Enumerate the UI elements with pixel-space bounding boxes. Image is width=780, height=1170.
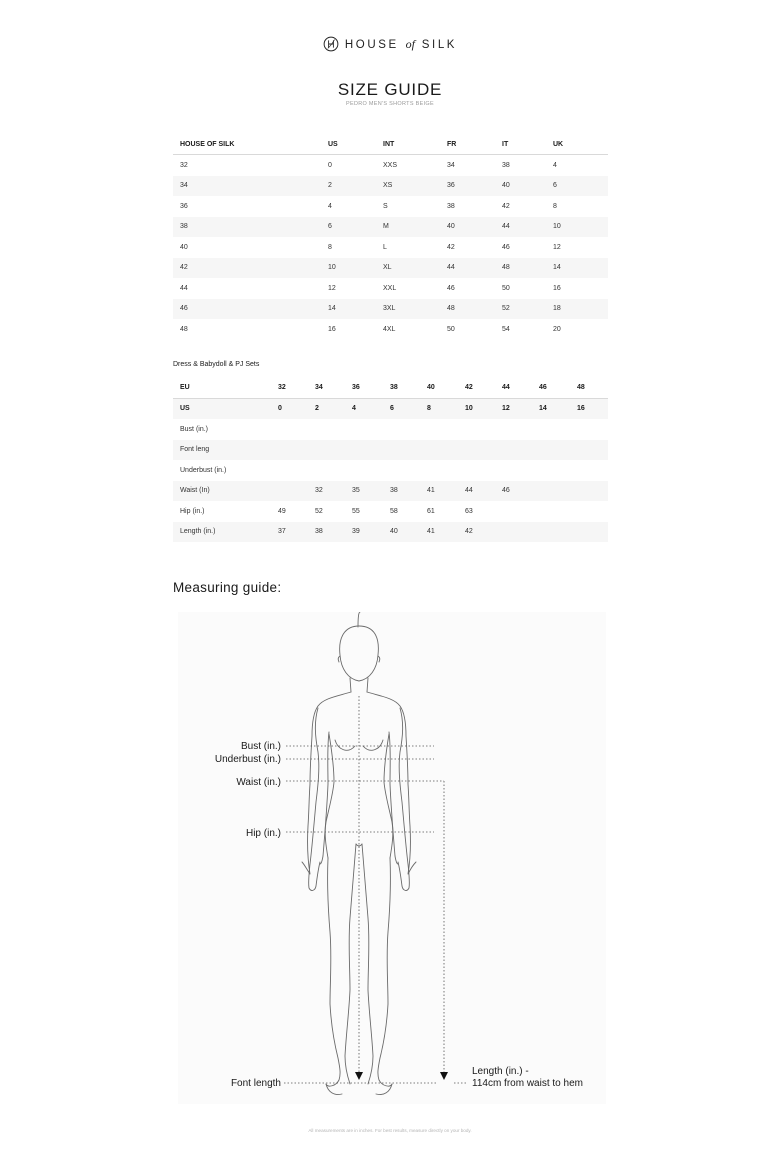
table-cell: 50 — [502, 284, 510, 292]
table-cell: 40 — [427, 377, 465, 398]
table-cell — [390, 460, 427, 481]
table-header-row — [173, 134, 608, 155]
table-cell: 8 — [328, 243, 332, 251]
table-cell: EU — [173, 377, 278, 398]
table-cell: 48 — [502, 258, 553, 279]
table-cell: 38 — [502, 161, 510, 169]
table-cell: 2 — [315, 398, 352, 419]
table-cell: 46 — [173, 299, 328, 320]
table-cell: 37 — [278, 522, 315, 543]
table-cell: 4XL — [383, 325, 396, 333]
table-cell: 3XL — [383, 299, 447, 320]
table-cell — [278, 460, 315, 481]
table-row — [173, 217, 608, 238]
table-cell — [278, 419, 315, 440]
length-label-line2: 114cm from waist to hem — [472, 1078, 583, 1089]
product-subtitle: PEDRO MEN'S SHORTS BEIGE — [346, 101, 434, 107]
table-cell — [502, 460, 539, 481]
table-cell: 34 — [315, 377, 352, 398]
page-title: SIZE GUIDE — [337, 80, 443, 99]
table-cell: 36 — [180, 202, 188, 210]
table-cell — [539, 419, 577, 440]
table-cell — [465, 440, 502, 461]
table-cell: 12 — [502, 398, 539, 419]
table-cell — [502, 419, 539, 440]
table-cell: 4 — [352, 398, 390, 419]
table-cell: 12 — [328, 284, 336, 292]
table-cell: 40 — [180, 243, 188, 251]
table-cell: 0 — [328, 161, 332, 169]
table-cell — [427, 419, 465, 440]
brand-name: HOUSE of SILK — [344, 36, 458, 51]
table-cell — [427, 440, 465, 461]
table-cell — [539, 501, 577, 522]
table-cell: 58 — [390, 507, 398, 515]
table-row — [173, 299, 608, 320]
table-cell: 40 — [390, 522, 427, 543]
table-cell: 14 — [328, 299, 383, 320]
table-cell: 14 — [539, 398, 577, 419]
table-row — [173, 196, 608, 217]
table-cell: 41 — [427, 522, 465, 543]
table-cell: 2 — [328, 176, 383, 197]
table-cell: 0 — [278, 398, 315, 419]
hip-label: Hip (in.) — [245, 828, 281, 839]
table-cell: 32 — [278, 377, 315, 398]
column-header: HOUSE OF SILK — [173, 134, 328, 155]
table-cell — [315, 460, 352, 481]
table-row-hip — [173, 501, 608, 522]
underbust-label: Underbust (in.) — [214, 754, 281, 765]
table-cell: 38 — [173, 217, 328, 238]
table-cell: 40 — [447, 217, 502, 238]
table-cell: 8 — [427, 398, 465, 419]
bust-label: Bust (in.) — [240, 741, 281, 752]
table-row — [173, 155, 608, 176]
table-cell: 44 — [447, 258, 502, 279]
table-row — [173, 278, 608, 299]
table-cell: 38 — [315, 522, 352, 543]
table-cell — [539, 440, 577, 461]
table-cell: Length (in.) — [173, 522, 278, 543]
table-cell: 36 — [352, 377, 390, 398]
table-cell: Waist (In) — [173, 481, 278, 502]
table-cell — [315, 440, 352, 461]
table-cell: 4 — [328, 202, 332, 210]
table-cell: Underbust (in.) — [180, 466, 227, 474]
table-cell — [539, 460, 577, 481]
table-cell — [278, 481, 315, 502]
table-cell — [539, 522, 577, 543]
table-cell: 44 — [465, 481, 502, 502]
table-cell: 18 — [553, 299, 608, 320]
table-cell: 54 — [502, 325, 510, 333]
length-label-line1: Length (in.) - — [472, 1066, 529, 1077]
table-cell: M — [383, 217, 447, 238]
table-row-eu — [173, 377, 608, 398]
table-cell: S — [383, 202, 388, 210]
table-cell — [315, 419, 352, 440]
dress-section-label: Dress & Babydoll & PJ Sets — [173, 361, 260, 368]
table-cell: 10 — [553, 217, 608, 238]
dress-measurement-table — [173, 377, 608, 542]
table-cell: 48 — [180, 325, 188, 333]
table-cell: 16 — [553, 284, 561, 292]
table-cell — [465, 419, 502, 440]
table-cell: 36 — [447, 176, 502, 197]
table-cell: 35 — [352, 481, 390, 502]
table-cell: 48 — [577, 377, 608, 398]
total-length-arrow-icon — [440, 1072, 448, 1080]
table-cell: 10 — [328, 258, 383, 279]
table-cell: XS — [383, 176, 447, 197]
table-cell — [502, 501, 539, 522]
size-conversion-table — [173, 134, 608, 340]
table-cell: 42 — [173, 258, 328, 279]
table-row-bust — [173, 419, 608, 440]
table-cell: 6 — [328, 217, 383, 238]
table-cell — [352, 419, 390, 440]
table-cell: Hip (in.) — [180, 507, 205, 515]
footnote: All measurements are in inches. For best results, measure directly on your body. — [308, 1128, 472, 1133]
table-cell — [352, 460, 390, 481]
table-cell: 40 — [502, 176, 553, 197]
table-cell: XXS — [383, 161, 398, 169]
table-cell: 52 — [315, 507, 323, 515]
table-cell: 16 — [328, 325, 336, 333]
measuring-guide-title: Measuring guide: — [173, 580, 282, 595]
table-cell — [390, 440, 427, 461]
table-cell — [465, 460, 502, 481]
table-cell — [577, 481, 608, 502]
table-cell — [390, 419, 427, 440]
table-row-underbust — [173, 460, 608, 481]
table-cell: 4 — [553, 161, 557, 169]
table-cell: 8 — [553, 202, 557, 210]
table-cell — [352, 440, 390, 461]
table-cell: 48 — [447, 299, 502, 320]
table-cell: 46 — [502, 481, 539, 502]
table-row — [173, 237, 608, 258]
brand-logo — [0, 36, 780, 52]
table-cell: 44 — [180, 284, 188, 292]
table-cell: 46 — [539, 377, 577, 398]
column-header: INT — [383, 134, 447, 155]
table-cell: 6 — [553, 176, 608, 197]
waist-label: Waist (in.) — [236, 777, 281, 788]
table-cell — [427, 460, 465, 481]
table-row — [173, 258, 608, 279]
table-cell — [577, 419, 608, 440]
table-cell: 55 — [352, 507, 360, 515]
table-cell: 14 — [553, 258, 608, 279]
table-cell: 42 — [465, 377, 502, 398]
table-cell: 42 — [447, 243, 455, 251]
table-cell: 38 — [390, 377, 427, 398]
table-cell: 39 — [352, 522, 390, 543]
column-header: IT — [502, 134, 553, 155]
column-header: FR — [447, 134, 502, 155]
table-cell: US — [173, 398, 278, 419]
front-length-label: Font length — [230, 1078, 281, 1089]
table-cell: XL — [383, 258, 447, 279]
table-cell: 34 — [173, 176, 328, 197]
table-row-us — [173, 398, 608, 419]
table-cell — [577, 460, 608, 481]
table-cell: 10 — [465, 398, 502, 419]
table-row — [173, 176, 608, 197]
table-row — [173, 319, 608, 340]
table-cell: Font leng — [173, 440, 278, 461]
table-cell: 50 — [447, 325, 455, 333]
column-header: UK — [553, 134, 608, 155]
table-cell: 46 — [447, 284, 455, 292]
table-cell: 12 — [553, 243, 561, 251]
table-cell: XXL — [383, 284, 397, 292]
table-cell: 41 — [427, 481, 465, 502]
front-length-arrow-icon — [355, 1072, 363, 1080]
table-cell: 32 — [180, 161, 188, 169]
table-cell — [577, 440, 608, 461]
table-cell — [502, 440, 539, 461]
table-cell — [577, 501, 608, 522]
table-row-waist — [173, 481, 608, 502]
table-cell — [539, 481, 577, 502]
table-cell: 46 — [502, 243, 510, 251]
table-cell: 52 — [502, 299, 553, 320]
table-row-front-length — [173, 440, 608, 461]
table-cell: Bust (in.) — [180, 425, 209, 433]
table-cell — [577, 522, 608, 543]
table-cell: 38 — [390, 481, 427, 502]
table-cell: L — [383, 243, 387, 251]
table-cell: 34 — [447, 161, 455, 169]
table-cell: 16 — [577, 398, 608, 419]
table-cell: 6 — [390, 398, 427, 419]
table-cell — [278, 440, 315, 461]
table-cell: 20 — [553, 325, 561, 333]
column-header: US — [328, 134, 383, 155]
table-cell: 44 — [502, 217, 553, 238]
table-cell: 63 — [465, 507, 473, 515]
table-cell: 38 — [447, 202, 455, 210]
table-cell — [502, 522, 539, 543]
table-row-length — [173, 522, 608, 543]
table-cell: 42 — [502, 202, 510, 210]
table-cell: 61 — [427, 507, 435, 515]
table-cell: 32 — [315, 481, 352, 502]
house-of-silk-monogram-icon — [323, 36, 339, 52]
table-cell: 49 — [278, 507, 286, 515]
table-cell: 44 — [502, 377, 539, 398]
table-cell: 42 — [465, 522, 502, 543]
measuring-figure — [178, 612, 606, 1104]
